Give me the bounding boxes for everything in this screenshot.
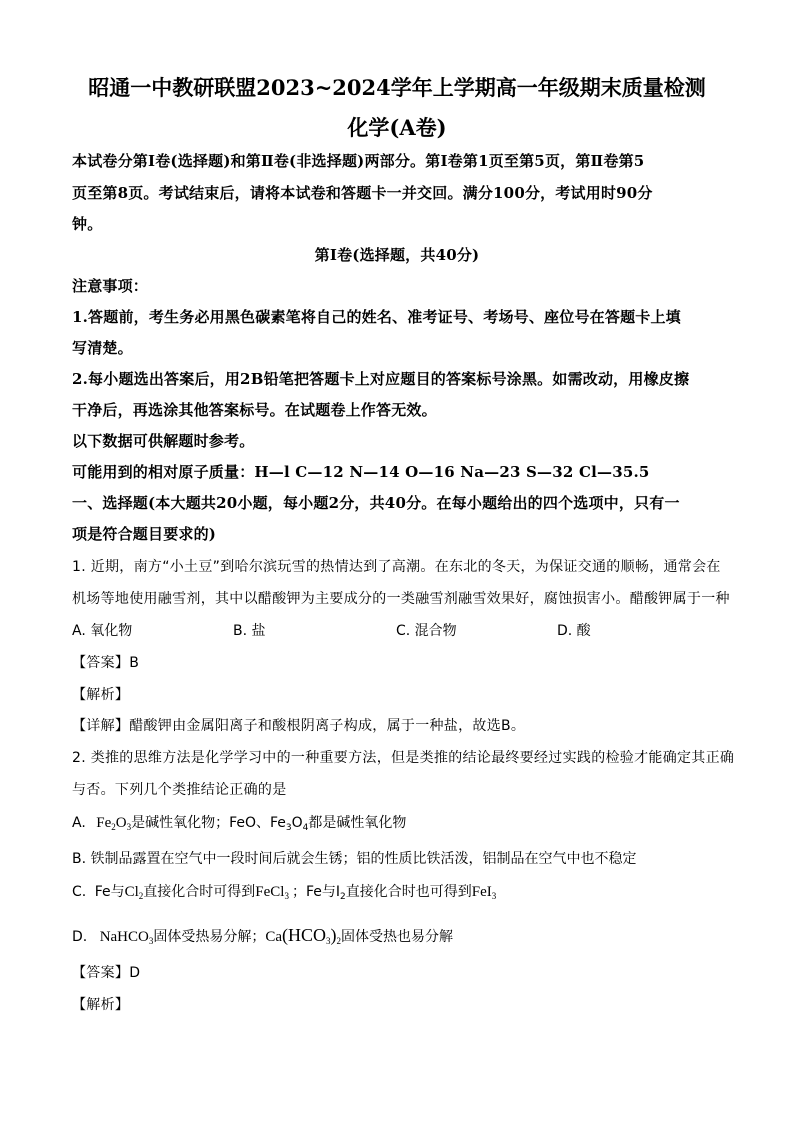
q1-answer: 【答案】B	[72, 655, 140, 671]
q1-option-d: D. 酸	[557, 623, 591, 639]
option-letter: A.	[72, 815, 86, 831]
q2-option-a: A. $Fe_2O_3$是碱性氧化物；FeO、$Fe_3O_4$都是碱性氧化物	[72, 815, 407, 833]
formula: $Cl_2$	[124, 884, 144, 901]
q1-option-a: A. 氧化物	[72, 623, 133, 639]
q1-stem-line-1: 1. 近期，南方“小土豆”到哈尔滨玩雪的热情达到了高潮。在东北的冬天，为保证交通的顺畅，通常会在	[72, 559, 721, 575]
part1-heading-1: 一、选择题(本大题共20小题，每小题2分，共40分。在每小题给出的四个选项中，只有一	[72, 494, 680, 512]
notice-line-2: 写清楚。	[72, 339, 133, 357]
q2-stem-line-1: 2. 类推的思维方法是化学学习中的一种重要方法，但是类推的结论最终要经过实践的检验才能确定其正确	[72, 750, 735, 766]
notice-heading: 注意事项：	[72, 277, 149, 295]
formula: FeCl$_3$	[255, 884, 289, 901]
exam-title: 昭通一中教研联盟2023~2024学年上学期高一年级期末质量检测	[88, 75, 706, 100]
q1-option-c: C. 混合物	[396, 623, 457, 639]
q2-analysis-heading: 【解析】	[72, 997, 130, 1013]
notice-line-1: 1.答题前，考生务必用黑色碳素笔将自己的姓名、准考证号、考场号、座位号在答题卡上填	[72, 308, 681, 326]
q1-stem-line-2: 机场等地使用融雪剂，其中以醋酸钾为主要成分的一类融雪剂融雪效果好，腐蚀损害小。醋酸钾属于一种	[72, 591, 730, 607]
q2-stem-line-2: 与否。下列几个类推结论正确的是	[72, 782, 287, 798]
q1-analysis-heading: 【解析】	[72, 687, 130, 703]
formula: $Fe_2O_3$	[96, 815, 132, 832]
intro-line-2: 页至第8页。考试结束后，请将本试卷和答题卡一并交回。满分100分，考试用时90分	[72, 184, 653, 202]
option-letter: C.	[72, 884, 87, 900]
notice-line-5: 以下数据可供解题时参考。	[72, 432, 255, 450]
section-title: 第Ⅰ卷(选择题，共40分)	[314, 246, 480, 264]
intro-line-3: 钟。	[72, 215, 103, 233]
notice-line-4: 干净后，再选涂其他答案标号。在试题卷上作答无效。	[72, 401, 437, 419]
intro-line-1: 本试卷分第Ⅰ卷(选择题)和第Ⅱ卷(非选择题)两部分。第Ⅰ卷第1页至第5页，第Ⅱ卷第5	[72, 152, 645, 170]
q1-detail: 【详解】醋酸钾由金属阳离子和酸根阴离子构成，属于一种盐，故选B。	[72, 718, 526, 734]
q1-option-b: B. 盐	[233, 623, 266, 639]
notice-line-3: 2.每小题选出答案后，用2B铅笔把答题卡上对应题目的答案标号涂黑。如需改动，用橡皮擦	[72, 370, 690, 388]
q2-answer: 【答案】D	[72, 965, 141, 981]
option-letter: D.	[72, 929, 88, 945]
q2-option-d: D. NaHCO$_3$固体受热易分解；$Ca(HCO_3)_2$固体受热也易分解	[72, 925, 454, 946]
q2-option-c: C. Fe与$Cl_2$直接化合时可得到FeCl$_3$ ；Fe与$I_2$直接化合时也可得到FeI$_3$	[72, 884, 497, 902]
formula: NaHCO$_3$	[99, 929, 154, 946]
q2-option-b: B. 铁制品露置在空气中一段时间后就会生锈；铝的性质比铁活泼，铝制品在空气中也不稳定	[72, 851, 637, 867]
exam-subtitle: 化学(A卷)	[347, 115, 447, 140]
part1-heading-2: 项是符合题目要求的)	[72, 525, 217, 543]
formula: FeI$_3$	[471, 884, 497, 901]
formula: $Ca(HCO_3)_2$	[265, 925, 342, 946]
atomic-mass-line: 可能用到的相对原子质量：H—l C—12 N—14 O—16 Na—23 S—32 Cl—35.5	[72, 463, 650, 481]
